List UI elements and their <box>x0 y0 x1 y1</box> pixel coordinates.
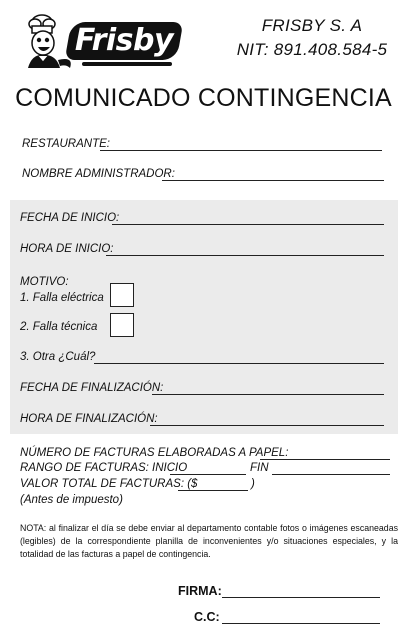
rango-fin-line[interactable] <box>272 474 390 475</box>
motivo-label: MOTIVO: <box>20 276 69 288</box>
nota-text: NOTA: al finalizar el día se debe enviar al departamento contable fotos o imágenes escaneadas (legibles) de la correspondiente planilla de inconvenientes y/o situaciones especiales, y la totalidad de las facturas a papel de contingencia. <box>20 523 398 560</box>
company-name: FRISBY S. A <box>261 16 363 35</box>
logo-underline <box>82 62 172 66</box>
company-nit: NIT: 891.408.584-5 <box>236 40 388 59</box>
document-title: COMUNICADO CONTINGENCIA <box>15 84 392 112</box>
valor-total-line[interactable] <box>178 490 248 491</box>
administrador-line[interactable] <box>162 180 384 181</box>
antes-impuesto-label: (Antes de impuesto) <box>20 494 123 506</box>
falla-electrica-checkbox[interactable] <box>110 283 134 307</box>
logo-text: Frisby <box>74 23 174 58</box>
hora-final-label: HORA DE FINALIZACIÓN: <box>20 413 158 425</box>
numero-facturas-line[interactable] <box>260 459 390 460</box>
hora-final-line[interactable] <box>150 425 384 426</box>
falla-tecnica-checkbox[interactable] <box>110 313 134 337</box>
restaurante-line[interactable] <box>100 150 382 151</box>
otra-label: 3. Otra ¿Cuál? <box>20 351 96 363</box>
hora-inicio-line[interactable] <box>106 255 384 256</box>
restaurante-label: RESTAURANTE: <box>22 138 110 150</box>
administrador-label: NOMBRE ADMINISTRADOR: <box>22 168 175 180</box>
frisby-logo <box>22 10 182 76</box>
rango-fin-label: FIN <box>250 462 269 474</box>
rango-facturas-label: RANGO DE FACTURAS: INICIO <box>20 462 188 474</box>
firma-line[interactable] <box>222 597 380 598</box>
rango-inicio-line[interactable] <box>170 474 246 475</box>
fecha-final-line[interactable] <box>152 394 384 395</box>
valor-total-close: ) <box>251 478 255 490</box>
cc-line[interactable] <box>222 623 380 624</box>
hora-inicio-label: HORA DE INICIO: <box>20 243 114 255</box>
numero-facturas-label: NÚMERO DE FACTURAS ELABORADAS A PAPEL: <box>20 447 289 459</box>
contingency-details-section <box>10 200 398 434</box>
valor-total-label: VALOR TOTAL DE FACTURAS: ($ <box>20 478 198 490</box>
firma-label: FIRMA: <box>178 584 222 598</box>
falla-tecnica-label: 2. Falla técnica <box>20 321 98 333</box>
otra-line[interactable] <box>94 363 384 364</box>
cc-label: C.C: <box>194 610 220 624</box>
fecha-inicio-label: FECHA DE INICIO: <box>20 212 120 224</box>
company-block <box>232 14 392 62</box>
fecha-inicio-line[interactable] <box>112 224 384 225</box>
fecha-final-label: FECHA DE FINALIZACIÓN: <box>20 382 164 394</box>
falla-electrica-label: 1. Falla eléctrica <box>20 292 104 304</box>
